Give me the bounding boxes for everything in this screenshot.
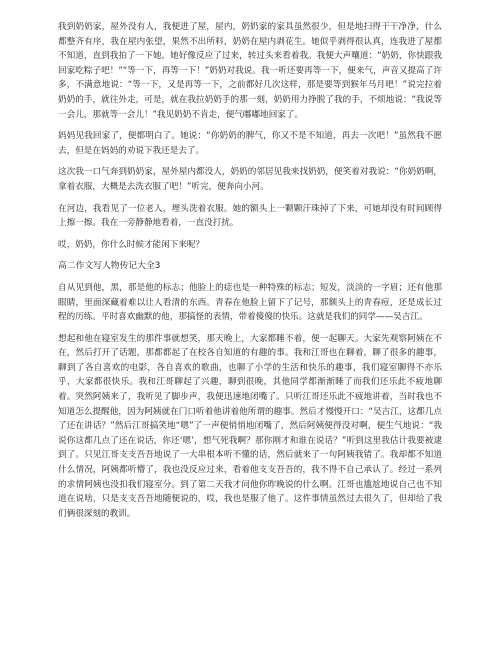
paragraph-grandma-house: 我到奶奶家，屋外没有人，我便进了屋，屋内，奶奶家的家具虽然很少，但是地扫得干干净净，什么都整齐有序，我在屋内张望，果然不出所料，奶奶在屋内剥花生。她似乎剥得很认真，连我进了屋都不知道，直到我拍了一下她。她好像反应了过来，转过头来看着我。我便大声嚷道：“奶奶，你快跟我回家吃粽子吧！”“等一下，再等一下！”奶奶对我说。我一听还要再等一下，便来气，声音又提高了许多，不满意地说：“等一下，又是再等一下，之前都好几次这样，那是要等到猴年马月吧！”说完拉着奶奶的手，就往外走，可是，就在我拉奶奶手的那一刻，奶奶用力挣脱了我的手，不烦地说：“我说等一会儿，那就等一会儿！”我见奶奶不肯走，便气嘟嘟地回家了。 [58, 22, 442, 120]
paragraph-mother-advice: 妈妈见我回家了，便都明白了。她说：“你奶奶的脾气，你又不是不知道，再去一次吧！”虽然我不愿去，但是在妈妈的劝说下我还是去了。 [58, 131, 442, 156]
paragraph-river: 在河边，我看见了一位老人，埋头洗着衣服。她的额头上一颗颗汗珠掉了下来，可她却没有时间顾得上擦一擦。我在一旁静静地看着，一直没打扰。 [58, 203, 442, 229]
document-page [58, 20, 442, 521]
paragraph-neighbor: 这次我一口气奔到奶奶家，屋外屋内都没人，奶奶的邻居见我来找奶奶，便笑着对我说：“你奶奶啊，拿着衣服，大概是去洗衣服了吧！”听完，便奔向小河。 [58, 167, 442, 192]
paragraph-dorm-story: 想起和他在寝室发生的那件事就想笑，那天晚上，大家都睡不着，便一起聊天。大家先观察阿姨在不在，然后打开了话题，那都都起了在校各自知道的有趣的事。我和江哥也在聊着，聊了很多的趣事，聊到了各自喜欢的电影，各自喜欢的歌曲，也聊了小学的生活和快乐的趣事，我们寝室聊得不亦乐乎，大家都很快乐。我和江哥聊起了兴趣，聊到很晚，其他同学都渐渐睡了而我们还乐此不疲地聊着。突然阿姨来了，我听见了脚步声，我便迅速地闭嘴了。只听江哥还乐此不疲地讲着，当时我也不知道怎么提醒他，因为阿姨就在门口听着他讲着他所谓的趣事。然后才慢慢开口：“吴吉江，这都几点了还在讲话？”然后江哥搞笑地“嗯”了一声便悄悄地闭嘴了，然后阿姨便得没对啊，便生气地说：“我说你这都几点了还在说话，你还‘嗯’，想气死我啊？那你刚才和谁在说话？”听到这里我估计我要被逮到了。只见江哥支支吾吾地说了一大串根本听不懂的话，然后就来了一句阿姨我错了。我却都不知道什么情况，阿姨都听懵了，我也没反应过来，看着他支支吾吾的，我不得不自己承认了。经过一系列的求情阿姨也没扣我们寝室分。到了第二天我才问他你昨晚说的什么啊。江哥也尴尬地说自己也不知道在说啥，只是支支吾吾地随便说的，哎，我也是服了他了。这件事情虽然过去很久了，但却给了我们俩很深刻的教训。 [58, 333, 442, 519]
section-heading: 高二作文写人物传记大全3 [58, 261, 161, 272]
paragraph-classmate-intro: 自从见到他，黑，那是他的标志；他脸上的痣也是一种特殊的标志；短发，淡淡的一字眉；还有他那眼睛，里面深藏着难以让人看清的东西。青春在他脸上留下了记号，那额头上的青春痘，还是成长过程的历练。平时喜欢幽默的他，那搞怪的表情，带着傻傻的快乐。这就是我们的同学——吴吉江。 [58, 282, 442, 323]
paragraph-sigh: 哎，奶奶，你什么时候才能闲下来呢？ [58, 239, 205, 250]
